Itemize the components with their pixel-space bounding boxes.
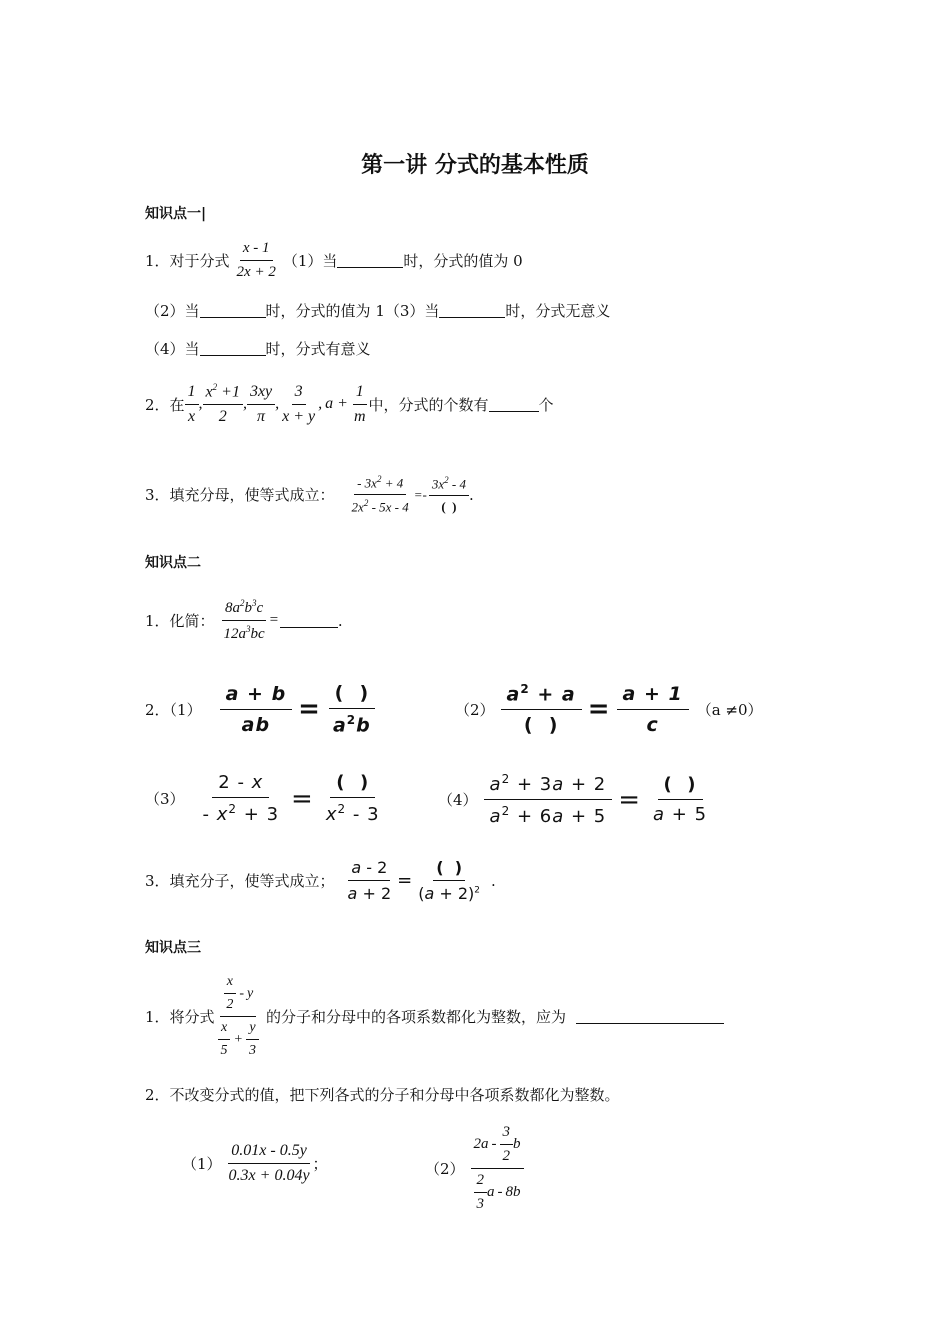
s1-q1-part2: （2）当 <box>145 302 200 320</box>
s1-q1-part4-end: 时，分式有意义 <box>265 340 371 358</box>
s1-q2-suffix: 中，分式的个数有 <box>368 395 489 414</box>
s2-q2-eq2-right: $\frac{a + 1}{c}$ <box>617 683 689 736</box>
s1-q1-part3: （3）当 <box>384 302 440 320</box>
s2-q2-label: 2．（1） <box>145 700 202 719</box>
s2-q2-label4: （4） <box>438 791 478 809</box>
s2-question-3 <box>145 858 496 903</box>
s1-q1-blank-1[interactable] <box>337 253 403 268</box>
s3-q2-part1 <box>182 1142 328 1185</box>
s3-q1-prefix: 1．将分式 <box>145 1008 215 1026</box>
s3-q2-label1: （1） <box>182 1155 222 1173</box>
section-heading-2: 知识点二 <box>145 555 201 571</box>
s1-q1-line-3 <box>145 338 371 359</box>
s3-q1-blank[interactable] <box>576 1009 724 1024</box>
s2-q3-end: . <box>491 871 496 890</box>
s1-q2-expression-list: $\frac{1}{x}$ , $\frac{x^2 +1}{2}$ , $\frac{3xy}{\pi}$ , $\frac{3}{x + y}$ , a + $\frac{1}{m}$ <box>185 382 369 426</box>
s3-q2-frac1 <box>226 1142 313 1185</box>
s3-q1-complex-fraction <box>215 974 262 1059</box>
s2-q3-prefix: 3．填充分子，使等式成立； <box>145 872 335 890</box>
s3-q2-frac1-num: 0.01x - 0.5y <box>228 1142 310 1164</box>
s2-q2-eq3-left: $\frac{2 - x}{- x^2 + 3}$ <box>202 772 280 825</box>
s3-q2-frac2-den: $\frac{2}{3}$ a - 8b <box>471 1169 524 1213</box>
section-heading-3: 知识点三 <box>145 940 201 956</box>
s3-q2-label2: （2） <box>425 1160 465 1178</box>
s2-q3-left: $\frac{a - 2}{a + 2}$ <box>347 858 392 903</box>
s2-question-2-part3 <box>145 772 386 825</box>
s3-q2-part2 <box>425 1124 524 1213</box>
s2-q2-eq4: $\frac{a^2 + 3a + 2}{a^2 + 6a + 5}$ = $\frac{( )}{a + 5}$ <box>484 772 713 827</box>
s1-q1-blank-2[interactable] <box>200 303 266 318</box>
s1-q1-frac-num: x - 1 <box>240 240 273 261</box>
s2-q2-eq1-left: $\frac{a + b}{ab}$ <box>220 683 293 736</box>
frac-1-over-x: $\frac{1}{x}$ <box>185 383 199 426</box>
s2-q1-fraction: $\frac{8a^2b^3c}{12a^3bc}$ <box>223 598 265 642</box>
s2-q3-right: $\frac{( )}{(a + 2)^2}$ <box>418 858 481 903</box>
s2-q3-equation: $\frac{a - 2}{a + 2}$ = $\frac{( )}{(a + 2)^2}$ <box>345 858 483 903</box>
s3-q2-frac2 <box>471 1124 524 1213</box>
page-title: 第一讲 分式的基本性质 <box>361 153 589 178</box>
s2-q2-condition: （a ≠0） <box>696 700 763 719</box>
s1-question-2 <box>145 382 554 426</box>
frac-1-over-m: $\frac{1}{m}$ <box>353 382 366 425</box>
frac-x2plus1-over-2: $\frac{x^2 +1}{2}$ <box>203 382 243 426</box>
s2-question-2-part1 <box>145 682 377 736</box>
s1-q1-line-2 <box>145 300 610 321</box>
s2-q2-eq4-left: $\frac{a^2 + 3a + 2}{a^2 + 6a + 5}$ <box>484 772 613 827</box>
s1-q1-blank-3[interactable] <box>439 303 505 318</box>
s2-q2-eq3-right: $\frac{( )}{x^2 - 3}$ <box>325 772 380 825</box>
s1-q1-frac-den: 2x + 2 <box>236 264 276 280</box>
s1-q3-right-fraction: $\frac{3x^2 - 4}{( )}$ <box>429 475 469 515</box>
s2-question-2-part4 <box>438 772 713 827</box>
s1-q1-fraction <box>234 240 279 281</box>
s1-q2-blank[interactable] <box>489 397 539 412</box>
s2-question-2-part2 <box>455 682 763 736</box>
s1-q1-part2-end: 时，分式的值为 1 <box>265 302 385 320</box>
s2-q1-end: . <box>337 611 343 630</box>
s1-q3-prefix: 3．填充分母，使等式成立： <box>145 486 335 505</box>
s1-q1-part1-end: 时，分式的值为 0 <box>403 252 523 270</box>
s3-q2-text: 2．不改变分式的值，把下列各式的分子和分母中各项系数都化为整数。 <box>145 1086 620 1104</box>
s2-q2-label2: （2） <box>455 700 495 719</box>
s1-q1-part4: （4）当 <box>145 340 200 358</box>
s1-q1-prefix: 1．对于分式 <box>145 252 230 270</box>
s2-q1-prefix: 1．化简： <box>145 612 215 630</box>
s3-q1-numerator: $\frac{x}{2}$ - y <box>220 974 256 1017</box>
s1-q3-left-fraction: $\frac{- 3x^2 + 4}{2x^2 - 5x - 4}$ <box>351 474 409 515</box>
s2-q2-label3: （3） <box>145 790 185 808</box>
s1-q1-blank-4[interactable] <box>200 341 266 356</box>
s3-q2-frac2-num: 2a - $\frac{3}{2}$ b <box>471 1124 524 1169</box>
s2-q1-blank[interactable] <box>280 613 338 628</box>
s2-q1-equation: $\frac{8a^2b^3c}{12a^3bc}$ = <box>221 598 280 643</box>
s3-q1-suffix: 的分子和分母中的各项系数都化为整数，应为 <box>266 1008 567 1026</box>
s3-q2-separator: ； <box>312 1155 328 1173</box>
s1-question-1 <box>145 240 523 281</box>
s3-q2-frac1-den: 0.3x + 0.04y <box>228 1167 310 1184</box>
s2-q2-eq2: $\frac{a^2 + a}{( )}$ = $\frac{a + 1}{c}$ <box>501 682 689 736</box>
s2-q2-eq2-left: $\frac{a^2 + a}{( )}$ <box>501 682 582 736</box>
section-heading-1: 知识点一| <box>145 206 207 222</box>
s1-q2-end: 个 <box>538 395 554 414</box>
s3-q1-denominator: $\frac{x}{5}$ + $\frac{y}{3}$ <box>215 1017 262 1059</box>
s2-q2-eq4-right: $\frac{( )}{a + 5}$ <box>653 774 708 825</box>
s2-q2-eq3: $\frac{2 - x}{- x^2 + 3}$ = $\frac{( )}{x^2 - 3}$ <box>197 772 386 825</box>
s1-q1-part1: （1）当 <box>282 252 338 270</box>
s2-q2-eq1: $\frac{a + b}{ab}$ = $\frac{( )}{a^2b}$ <box>220 682 377 736</box>
s1-q3-equation: $\frac{- 3x^2 + 4}{2x^2 - 5x - 4}$ =- $\frac{3x^2 - 4}{( )}$ <box>349 474 469 516</box>
s2-question-1 <box>145 598 343 643</box>
s1-question-3 <box>145 474 474 516</box>
s1-q3-end: . <box>469 485 474 504</box>
frac-3-over-xplusy: $\frac{3}{x + y}$ <box>282 382 316 425</box>
s1-q1-part3-end: 时，分式无意义 <box>505 302 611 320</box>
s1-q2-prefix: 2．在 <box>145 395 185 414</box>
frac-3xy-over-pi: $\frac{3xy}{\pi}$ <box>247 383 275 426</box>
s3-question-1 <box>145 974 724 1059</box>
s2-q2-eq1-right: $\frac{( )}{a^2b}$ <box>327 682 377 736</box>
